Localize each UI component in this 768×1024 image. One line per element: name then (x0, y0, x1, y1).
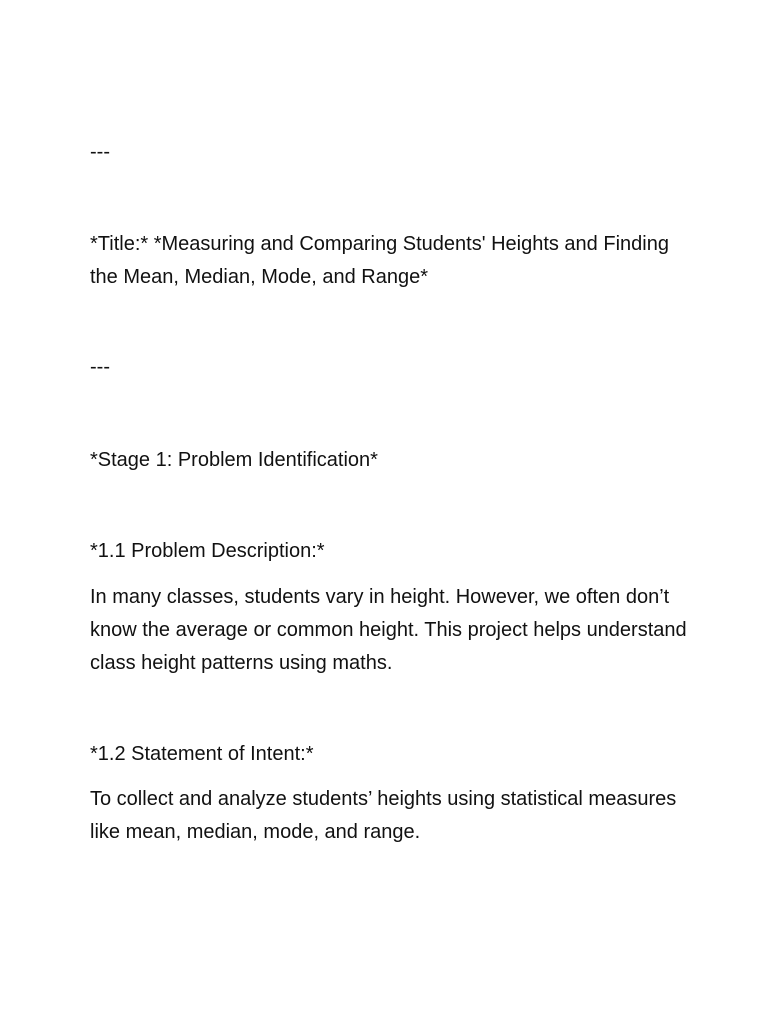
document-title: *Title:* *Measuring and Comparing Students' Heights and Finding the Mean, Median, Mode, and Range* (90, 233, 669, 288)
separator-mid: --- (90, 356, 110, 378)
problem-description-heading: *1.1 Problem Description:* (90, 540, 325, 562)
statement-of-intent-text: To collect and analyze students’ heights using statistical measures like mean, median, mode, and range. (90, 788, 677, 843)
problem-description-text: In many classes, students vary in height. However, we often don’t know the average or common height. This project helps understand class height patterns using maths. (90, 586, 687, 674)
stage-heading: *Stage 1: Problem Identification* (90, 449, 378, 471)
separator-top: --- (90, 141, 110, 163)
statement-of-intent-heading: *1.2 Statement of Intent:* (90, 743, 314, 765)
